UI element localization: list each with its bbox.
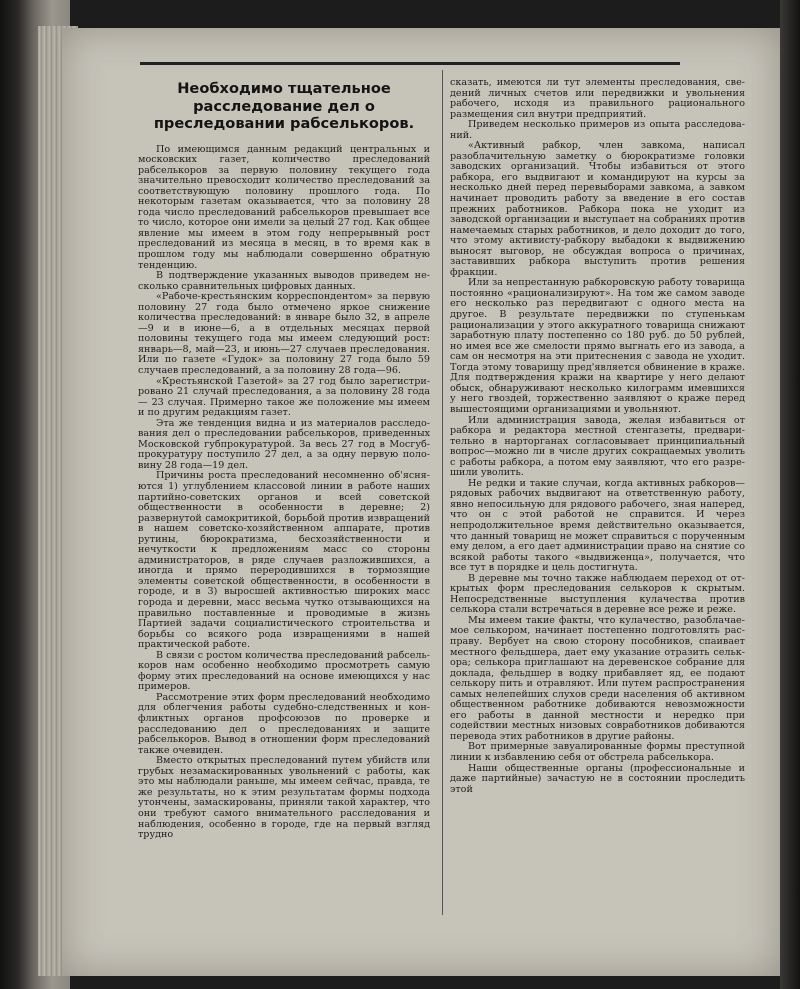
paragraph: «Активный рабкор, член завкома, написал разоблачительную заметку о бюрократизме головки заводских организаций. Чтобы избавиться от этого рабкора, его выдвигают и командируют на курсы за несколько дней перед перевыборами завкома, а завком начинает проводить работу за введение в его состав прежних работников. Рабкора пока не уходит из заводской организации и выступает на собраниях против намечаемых старых работников, и дело доходит до того, что этому активисту-рабкору выбадоки к выдвижению выносят выговор, не обсуждая вопроса о причинах, заставивших рабкора выступить против решения фракции.: [450, 140, 745, 278]
paragraph: Наши общественные органы (профессиональные и даже партийные) зачастую не в состоянии проследить этой: [450, 762, 745, 795]
paragraph: Или администрация завода, желая избавиться от рабкора и редактора местной стенгазеты, предварительно в нарторганах согласовывает принципиальный вопрос—можно ли в числе других сокращаемых уволить с работы рабкора, а потом ему заявляют, что его разрешили уволить.: [450, 414, 745, 479]
article-title: Необходимо тщательное расследование дел о преследовании рабселькоров.: [153, 80, 415, 132]
left-column-body: [138, 145, 430, 841]
running-header: [150, 12, 680, 34]
left-column: [138, 68, 430, 841]
paragraph: Мы имеем такие факты, что кулачество, разоблачаемое селькором, начинает постепенно подготовлять расправу. Вербует на свою сторону пособников, спаивает местного фельдшера, дает ему указание отразить селькора; селькора приглашают на деревенское собрание для доклада, фельдшер в водку прибавляет яд, ее подают селькору пить и отравляют. Или путем распространения самых нелепейших слухов среди населения об активном общественном работнике добиваются невозможности его работы в данной местности и нередко при содействии местных низовых совработников добиваются перевода этих работников в другие районы.: [450, 614, 745, 742]
scan-edge: [780, 0, 800, 989]
right-column: [450, 78, 745, 795]
paragraph: По имеющимся данным редакций центральных и московских газет, количество преследований рабселькоров за первую половину текущего года значительно превосходит количество преследований за соответствующую половину прошлого года. По некоторым газетам оказывается, что за половину 28 года число преследований рабселькоров превышает все то число, которое они имели за целый 27 год. Как общее явление мы имеем в этом году непрерывный рост преследований из месяца в месяц, в то время как в прошлом году мы наблюдали совершенно обратную тенденцию.: [138, 143, 430, 271]
page-number: 1094: [150, 12, 181, 26]
paragraph: Приведем несколько примеров из опыта расследований.: [450, 119, 745, 141]
paragraph: сказать, имеются ли тут элементы преследования, сведений личных счетов или передвижки и увольнения рабочего, исходя из правильного рационального размещения сил внутри предприятий.: [450, 77, 745, 120]
paragraph: Рассмотрение этих форм преследований необходимо для облегчения работы судебно-следственных и конфликтных органов профсоюзов по проверке и расследованию дел о преследованиях и защите рабселькоров. Вывод в отношении форм преследований также очевиден.: [138, 691, 430, 756]
paragraph: Эта же тенденция видна и из материалов расследования дел о преследовании рабселькоров, приведенных Московской губпрокуратурой. За весь 27 год в Мосгубпрокуратуру поступило 27 дел, а за одну первую половину 28 года—19 дел.: [138, 417, 430, 471]
paragraph: В подтверждение указанных выводов приведем несколько сравнительных цифровых данных.: [138, 270, 430, 292]
paragraph: В связи с ростом количества преследований рабселькоров нам особенно необходимо просмотреть самую форму этих преследований на основе имеющихся у нас примеров.: [138, 649, 430, 693]
paragraph: «Крестьянской Газетой» за 27 год было зарегистрировано 21 случай преследования, а за половину 28 года— 23 случая. Примерно такое же положение мы имеем и по другим редакциям газет.: [138, 375, 430, 419]
paragraph: Или за непрестанную рабкоровскую работу товарища постоянно «рационализируют». На том же самом заводе его несколько раз передвигают с одного места на другое. В результате передвижки по ступенькам рационализации у этого аккуратного товарища снижают заработную плату постепенно со 180 руб. до 50 рублей, но имея все же смелости прямо выгнать его из завода, а сам он несмотря на эти притеснения с завода не уходит. Тогда этому товарищу пред'является обвинение в краже. Для подтверждения кражи на квартире у него делают обыск, обнаруживают несколько килограмм имевшихся у него гвоздей, торжественно заявляют о краже перед вышестоящими организациями и увольняют.: [450, 277, 745, 415]
header-rule: [140, 62, 680, 65]
paragraph: Вот примерные завуалированные формы преступной линии к избавлению себя от обстрела рабселькора.: [450, 741, 745, 763]
right-column-body: [450, 78, 745, 795]
issue-number: № 42—43: [622, 14, 680, 28]
column-divider: [442, 70, 443, 915]
paragraph: Причины роста преследований несомненно об'ясняются 1) углублением классовой линии в работе наших партийно-советских органов и всей советской общественности в особенности в деревне; 2) развернутой самокритикой, борьбой против извращений в нашем советско-хозяйственном аппарате, против рутины, бюрократизма, бесхозяйственности и нечуткости к предложениям масс со стороны администраторов, в ряде случаев разложившихся, а иногда и прямо переродившихся в тормозящие элементы советской общественности, в особенности в городе, и в 3) выросшей активностью широких масс города и деревни, масс весьма чутко отзывающихся на правильно поставленные и проводимые в жизнь Партией задачи социалистического строительства и борьбы со всякого рода извращениями в нашей практической работе.: [138, 470, 430, 651]
paragraph: «Рабоче-крестьянским корреспондентом» за первую половину 27 года было отмечено яркое снижение количества преследований: в январе было 32, в апреле—9 и в июне—6, а в отдельных месяцах первой половины текущего года мы имеем следующий рост: январь—8, май—23, и июнь—27 случаев преследования. Или по газете «Гудок» за половину 27 года было 59 случаев преследований, а за половину 28 года—96.: [138, 291, 430, 376]
paragraph: В деревне мы точно также наблюдаем переход от открытых форм преследования селькоров к скрытым. Непосредственные выступления кулачества против селькора стали встречаться в деревне все реже и реже.: [450, 572, 745, 616]
paragraph: Не редки и такие случаи, когда активных рабкоров— рядовых рабочих выдвигают на ответственную работу, явно непосильную для рядового рабочего, зная наперед, что он с этой работой не справится. И через непродолжительное время действительно оказывается, что данный товарищ не может справиться с порученным ему делом, а его дает администрации право на снятие со всякой работы такого «выдвиженца», получается, что все тут в порядке и цель достигнута.: [450, 477, 745, 574]
paragraph: Вместо открытых преследований путем убийств или грубых незамаскированных увольнений с работы, как это мы наблюдали раньше, мы имеем сейчас, правда, те же результаты, но к этим результатам формы подхода утончены, замаскированы, приняли такой характер, что они требуют самого внимательного расследования и наблюдения, особенно в городе, где на первый взгляд трудно: [138, 755, 430, 841]
